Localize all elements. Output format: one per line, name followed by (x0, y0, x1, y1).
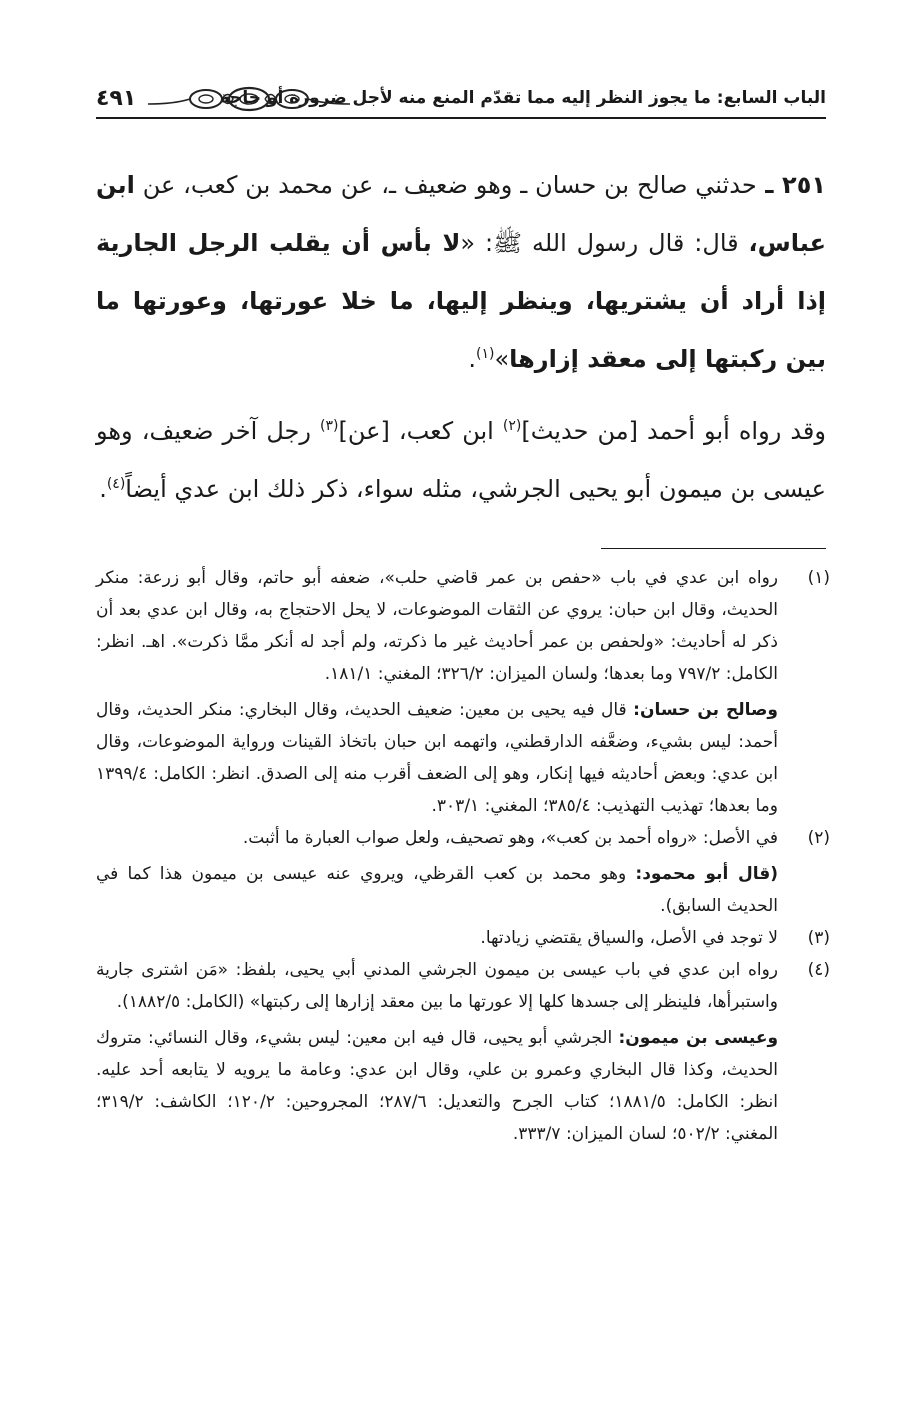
chapter-title: الباب السابع: ما يجوز النظر إليه مما تقدّم المنع منه لأجل ضرورة أو حاجة (219, 88, 826, 108)
footnote (96, 922, 830, 954)
footnote (96, 954, 830, 1150)
hadith-said: قال: قال رسول الله ﷺ: « (460, 229, 749, 257)
footnote-bold: وصالح بن حسان: (633, 700, 779, 720)
footnote-bold: وعيسى بن ميمون: (618, 1028, 779, 1048)
footnote-number: (٢) (807, 828, 830, 848)
footnote-number: (١) (807, 568, 830, 588)
footnote-paragraph (96, 954, 778, 1018)
footnote-text: وهو محمد بن كعب القرظي، ويروي عنه عيسى بن ميمون هذا كما في الحديث السابق). (96, 864, 778, 916)
commentary-paragraph (96, 402, 826, 518)
footnote-bold: (قال أبو محمود: (635, 864, 778, 884)
footnotes (96, 562, 830, 1150)
footnote-ref-1[interactable]: (١) (475, 346, 495, 362)
page-number: ٤٩١ (96, 86, 137, 111)
commentary-part-3: رجل آخر ضعيف، وهو عيسى بن ميمون أبو يحيى الجرشي، مثله سواء، ذكر ذلك ابن عدي أيضاً (96, 417, 826, 503)
hadith-text: لا بأس أن يقلب الرجل الجارية إذا أراد أن يشتريها، وينظر إليها، ما خلا عورتها، وعورتها ما بين ركبتها إلى معقد إزارها (96, 229, 826, 373)
footnote-paragraph (96, 822, 778, 854)
footnote-text: رواه ابن عدي في باب عيسى بن ميمون الجرشي المدني أبي يحيى، بلفظ: «مَن اشترى جارية واستبرأها، فلينظر إلى جسدها كلها إلا عورتها ما بين معقد إزارها إلى ركبتها» (الكامل: ١٨٨٢/٥). (96, 960, 778, 1012)
footnote-paragraph (96, 562, 778, 690)
hadith-end: . (468, 345, 476, 373)
footnote-paragraph (96, 694, 778, 822)
footnote-paragraph (96, 922, 778, 954)
footnote-text: لا توجد في الأصل، والسياق يقتضي زيادتها. (480, 928, 778, 948)
running-header (96, 84, 826, 124)
hadith-number: ٢٥١ ـ (756, 171, 826, 199)
hadith-close-quote: » (494, 345, 510, 373)
footnote-text: رواه ابن عدي في باب «حفص بن عمر قاضي حلب»، ضعفه أبو حاتم، وقال أبو زرعة: منكر الحديث، وقال ابن حبان: يروي عن الثقات الموضوعات، لا يحل الاحتجاج به، وقال ابن عدي بعد أن ذكر له أحاديث: «ولحفص بن عمر أحاديث غير ما ذكرته، ولم أجد له أنكر ممَّا ذكرت». اهـ. انظر: الكامل: ٧٩٧/٢ وما بعدها؛ ولسان الميزان: ٣٢٦/٢؛ المغني: ١٨١/١. (96, 568, 778, 684)
hadith-paragraph (96, 156, 826, 388)
footnote (96, 562, 830, 822)
commentary-part-2: ابن كعب، [عن] (338, 417, 503, 445)
footnote-text: الجرشي أبو يحيى، قال فيه ابن معين: ليس بشيء، وقال النسائي: متروك الحديث، وكذا قال البخاري وعمرو بن علي، وقال ابن عدي: وعامة ما يرويه لا يتابعه أحد عليه. انظر: الكامل: ١٨٨١/٥؛ كتاب الجرح والتعديل: ٢٨٧/٦؛ المجروحين: ١٢٠/٢؛ الكاشف: ٣١٩/٢؛ المغني: ٥٠٢/٢؛ لسان الميزان: ٣٣٣/٧. (96, 1028, 778, 1144)
header-ornament-icon (144, 86, 354, 112)
footnote-ref-3[interactable]: (٣) (320, 418, 339, 434)
footnote-divider (601, 548, 826, 549)
hadith-intro: حدثني صالح بن حسان ـ وهو ضعيف ـ، عن محمد بن كعب، عن (134, 171, 757, 199)
footnote-text: قال فيه يحيى بن معين: ضعيف الحديث، وقال البخاري: منكر الحديث، وقال أحمد: ليس بشيء، وضعَّفه الدارقطني، واتهمه ابن حبان باتخاذ القينات ورواية الموضوعات، وقال ابن عدي: وبعض أحاديثه فيها إنكار، وهو إلى الضعف أقرب منه إلى الصدق. انظر: الكامل: ١٣٩٩/٤ وما بعدها؛ تهذيب التهذيب: ٣٨٥/٤؛ المغني: ٣٠٣/١. (96, 700, 778, 816)
footnote (96, 822, 830, 922)
footnote-paragraph (96, 1022, 778, 1150)
header-rule (96, 117, 826, 119)
footnote-paragraph (96, 858, 778, 922)
footnote-ref-2[interactable]: (٢) (502, 418, 522, 434)
hadith-narrator: ابن عباس، (96, 171, 826, 257)
footnote-number: (٤) (807, 960, 830, 980)
footnote-number: (٣) (807, 928, 830, 948)
commentary-part-1: وقد رواه أبو أحمد [من حديث] (521, 417, 826, 445)
commentary-end: . (99, 475, 107, 503)
main-text (96, 156, 826, 518)
footnote-ref-4[interactable]: (٤) (106, 476, 126, 492)
footnote-text: في الأصل: «رواه أحمد بن كعب»، وهو تصحيف، ولعل صواب العبارة ما أثبت. (242, 828, 778, 848)
